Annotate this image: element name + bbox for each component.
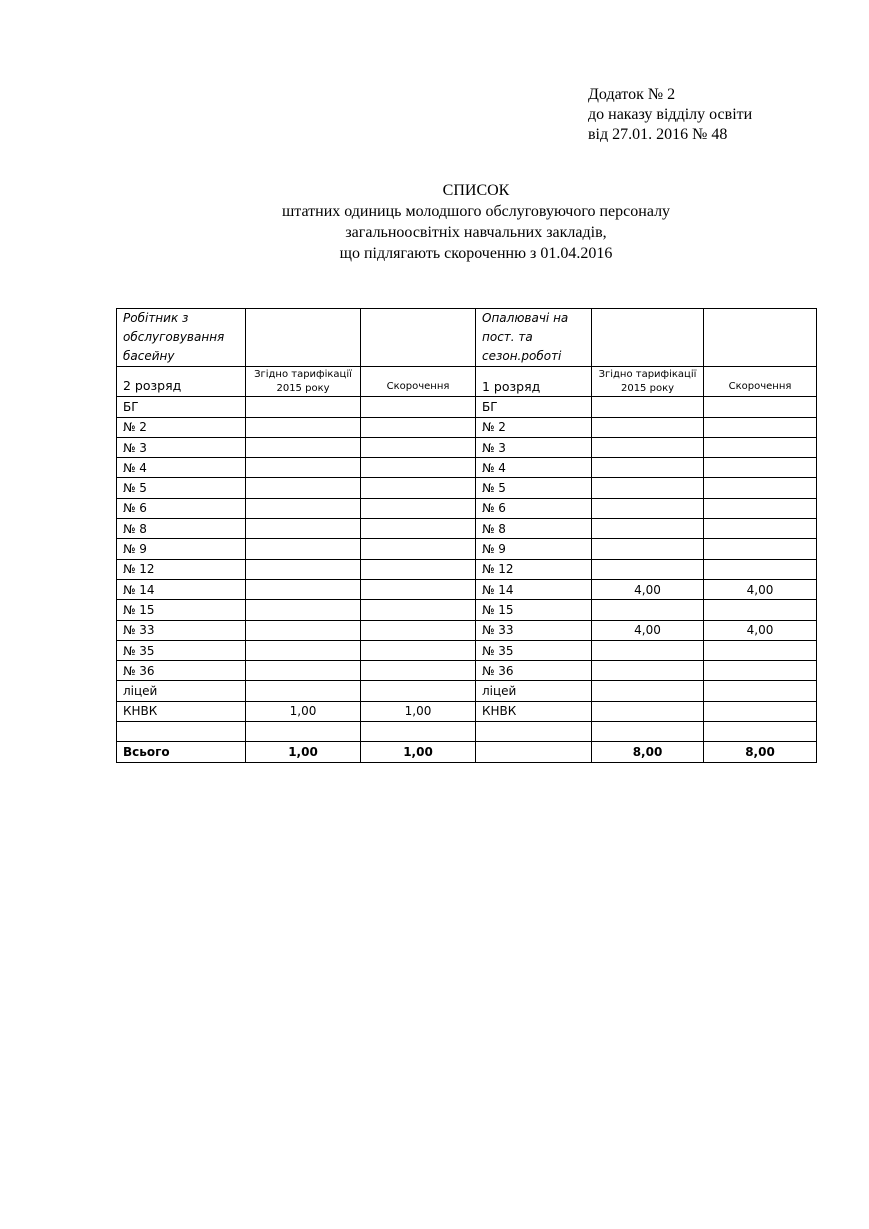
title-line-1: штатних одиниць молодшого обслуговуючого персоналу <box>281 203 671 220</box>
table-row <box>117 579 817 599</box>
right-school-cell: БГ <box>476 397 592 417</box>
table-row <box>117 620 817 640</box>
left-school-cell: КНВК <box>117 701 246 721</box>
left-school-cell: № 5 <box>117 478 246 498</box>
right-tariff-cell: 4,00 <box>592 620 704 640</box>
left-reduction-cell <box>361 681 476 701</box>
total-right-school <box>476 742 592 762</box>
left-reduction-cell <box>361 559 476 579</box>
right-tariff-cell <box>592 417 704 437</box>
right-school-cell: № 3 <box>476 437 592 457</box>
left-reduction-cell <box>361 640 476 660</box>
right-school-cell: ліцей <box>476 681 592 701</box>
right-tariff-cell <box>592 661 704 681</box>
left-reduction-cell <box>361 397 476 417</box>
left-tariff-cell: 1,00 <box>246 701 361 721</box>
right-school-cell: № 8 <box>476 519 592 539</box>
right-reduction-cell <box>704 661 817 681</box>
right-grade: 1 розряд <box>476 367 592 397</box>
right-school-cell: № 9 <box>476 539 592 559</box>
right-tariff-cell <box>592 478 704 498</box>
title-line-2: загальноосвітніх навчальних закладів, <box>345 224 607 241</box>
left-tariff-cell <box>246 417 361 437</box>
right-reduction-cell <box>704 559 817 579</box>
left-school-cell: № 6 <box>117 498 246 518</box>
right-tariff-cell <box>592 640 704 660</box>
annex-number: Додаток № 2 <box>588 86 676 103</box>
left-tariff-cell <box>246 498 361 518</box>
right-tariff-cell: 4,00 <box>592 579 704 599</box>
right-tariff-header: Згідно тарифікації 2015 року <box>592 367 704 397</box>
table-row <box>117 478 817 498</box>
annex-block <box>588 85 752 145</box>
left-reduction-cell <box>361 661 476 681</box>
left-tariff-cell <box>246 559 361 579</box>
empty-header-cell <box>246 309 361 367</box>
column-header-row <box>117 367 817 397</box>
empty-header-cell <box>704 309 817 367</box>
left-school-cell: № 4 <box>117 458 246 478</box>
right-reduction-header: Скорочення <box>704 367 817 397</box>
left-reduction-cell <box>361 458 476 478</box>
right-tariff-cell <box>592 681 704 701</box>
table-row <box>117 722 817 742</box>
right-reduction-cell <box>704 519 817 539</box>
left-grade: 2 розряд <box>117 367 246 397</box>
total-left-tariff: 1,00 <box>246 742 361 762</box>
right-school-cell: № 4 <box>476 458 592 478</box>
table-row <box>117 559 817 579</box>
left-tariff-cell <box>246 600 361 620</box>
table-row <box>117 681 817 701</box>
left-tariff-cell <box>246 539 361 559</box>
right-tariff-cell <box>592 701 704 721</box>
left-reduction-cell <box>361 539 476 559</box>
left-tariff-cell <box>246 478 361 498</box>
left-school-cell: ліцей <box>117 681 246 701</box>
left-reduction-cell <box>361 498 476 518</box>
table-row <box>117 437 817 457</box>
right-reduction-cell <box>704 600 817 620</box>
left-tariff-cell <box>246 519 361 539</box>
right-category: Опалювачі на пост. та сезон.роботі <box>476 309 592 367</box>
right-tariff-cell <box>592 498 704 518</box>
table-row <box>117 661 817 681</box>
right-school-cell: № 36 <box>476 661 592 681</box>
left-school-cell: № 3 <box>117 437 246 457</box>
left-tariff-cell <box>246 620 361 640</box>
category-header-row <box>117 309 817 367</box>
right-reduction-cell <box>704 498 817 518</box>
table-row <box>117 640 817 660</box>
right-school-cell: № 6 <box>476 498 592 518</box>
left-tariff-header: Згідно тарифікації 2015 року <box>246 367 361 397</box>
table-row <box>117 417 817 437</box>
left-reduction-cell <box>361 437 476 457</box>
right-school-cell: № 12 <box>476 559 592 579</box>
left-school-cell: № 14 <box>117 579 246 599</box>
left-reduction-header: Скорочення <box>361 367 476 397</box>
left-tariff-cell <box>246 579 361 599</box>
right-school-cell: № 15 <box>476 600 592 620</box>
table-row <box>117 397 817 417</box>
left-school-cell: № 12 <box>117 559 246 579</box>
right-reduction-cell: 4,00 <box>704 620 817 640</box>
left-tariff-cell <box>246 661 361 681</box>
total-label: Всього <box>117 742 246 762</box>
left-tariff-cell <box>246 437 361 457</box>
total-left-reduction: 1,00 <box>361 742 476 762</box>
left-school-cell <box>117 722 246 742</box>
left-school-cell: № 33 <box>117 620 246 640</box>
table-row <box>117 458 817 478</box>
table-row <box>117 519 817 539</box>
table-row <box>117 498 817 518</box>
right-reduction-cell <box>704 722 817 742</box>
left-school-cell: № 35 <box>117 640 246 660</box>
left-reduction-cell <box>361 722 476 742</box>
table-row <box>117 701 817 721</box>
right-reduction-cell <box>704 701 817 721</box>
right-reduction-cell <box>704 539 817 559</box>
left-tariff-cell <box>246 458 361 478</box>
right-tariff-cell <box>592 722 704 742</box>
table-row <box>117 539 817 559</box>
right-tariff-cell <box>592 559 704 579</box>
right-reduction-cell: 4,00 <box>704 579 817 599</box>
left-school-cell: № 15 <box>117 600 246 620</box>
left-school-cell: № 8 <box>117 519 246 539</box>
right-reduction-cell <box>704 640 817 660</box>
total-right-reduction: 8,00 <box>704 742 817 762</box>
right-school-cell: № 35 <box>476 640 592 660</box>
right-reduction-cell <box>704 397 817 417</box>
table-row <box>117 600 817 620</box>
left-reduction-cell <box>361 478 476 498</box>
left-reduction-cell <box>361 620 476 640</box>
left-tariff-cell <box>246 681 361 701</box>
right-reduction-cell <box>704 417 817 437</box>
right-school-cell <box>476 722 592 742</box>
left-school-cell: № 2 <box>117 417 246 437</box>
document-title <box>0 180 869 264</box>
left-school-cell: № 36 <box>117 661 246 681</box>
right-tariff-cell <box>592 437 704 457</box>
right-tariff-cell <box>592 458 704 478</box>
title-line-3: що підлягають скороченню з 01.04.2016 <box>339 245 613 262</box>
left-tariff-cell <box>246 640 361 660</box>
left-school-cell: БГ <box>117 397 246 417</box>
left-school-cell: № 9 <box>117 539 246 559</box>
right-tariff-cell <box>592 519 704 539</box>
left-category: Робітник з обслуговування басейну <box>117 309 246 367</box>
left-reduction-cell <box>361 519 476 539</box>
left-reduction-cell: 1,00 <box>361 701 476 721</box>
empty-header-cell <box>361 309 476 367</box>
right-school-cell: № 5 <box>476 478 592 498</box>
right-tariff-cell <box>592 397 704 417</box>
left-tariff-cell <box>246 722 361 742</box>
total-right-tariff: 8,00 <box>592 742 704 762</box>
right-tariff-cell <box>592 600 704 620</box>
left-reduction-cell <box>361 417 476 437</box>
total-row <box>117 742 817 762</box>
right-reduction-cell <box>704 437 817 457</box>
title-heading: СПИСОК <box>442 182 510 199</box>
annex-order-ref: до наказу відділу освіти <box>588 106 753 123</box>
right-reduction-cell <box>704 681 817 701</box>
left-reduction-cell <box>361 579 476 599</box>
left-tariff-cell <box>246 397 361 417</box>
staff-reduction-table <box>116 308 817 763</box>
right-school-cell: № 33 <box>476 620 592 640</box>
right-school-cell: № 14 <box>476 579 592 599</box>
left-reduction-cell <box>361 600 476 620</box>
annex-order-date: від 27.01. 2016 № 48 <box>588 126 728 143</box>
right-school-cell: КНВК <box>476 701 592 721</box>
empty-header-cell <box>592 309 704 367</box>
right-reduction-cell <box>704 458 817 478</box>
right-tariff-cell <box>592 539 704 559</box>
right-reduction-cell <box>704 478 817 498</box>
right-school-cell: № 2 <box>476 417 592 437</box>
